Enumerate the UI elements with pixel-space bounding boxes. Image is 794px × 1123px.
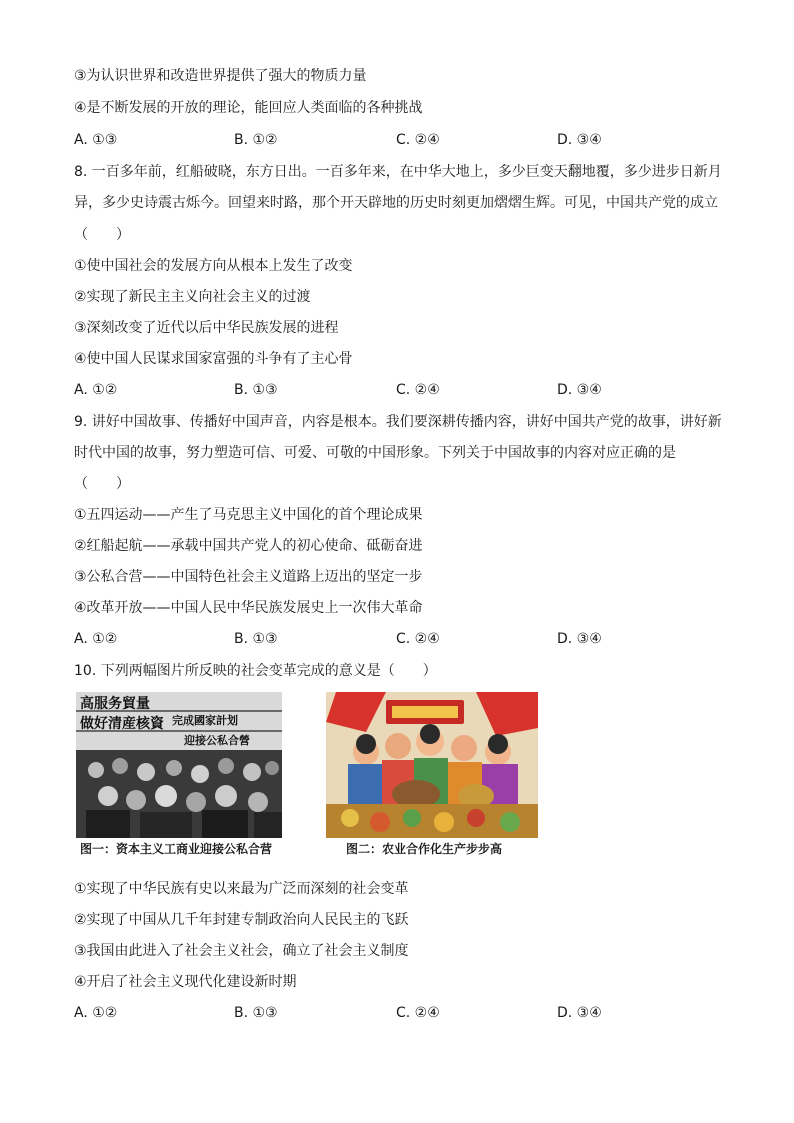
q8-answer-paren: （ ）	[74, 227, 130, 243]
q8-option-d[interactable]: D. ③④	[557, 382, 602, 398]
q7-options	[74, 131, 634, 149]
q8-option-b[interactable]: B. ①③	[234, 382, 278, 398]
q10-options	[74, 1004, 634, 1022]
q10-option-c[interactable]: C. ②④	[396, 1005, 440, 1021]
q10-statement-4: ④开启了社会主义现代化建设新时期	[74, 974, 297, 990]
q7-option-a[interactable]: A. ①③	[74, 132, 118, 148]
q8-stem-line-2: 异，多少史诗震古烁今。回望来时路，那个开天辟地的历史时刻更加熠熠生辉。可见，中国共产党的成立	[74, 195, 718, 211]
banner-text-2: 做好清産核資	[80, 716, 164, 732]
q9-option-c[interactable]: C. ②④	[396, 631, 440, 647]
q9-option-d[interactable]: D. ③④	[557, 631, 602, 647]
figure-1-illustration	[76, 692, 282, 838]
q9-option-b[interactable]: B. ①③	[234, 631, 278, 647]
q7-option-c[interactable]: C. ②④	[396, 132, 440, 148]
q9-answer-paren: （ ）	[74, 476, 130, 492]
figure-1-caption: 图一：资本主义工商业迎接公私合营	[80, 842, 273, 856]
q8-statement-2: ②实现了新民主主义向社会主义的过渡	[74, 289, 311, 305]
q7-statement-3: ③为认识世界和改造世界提供了强大的物质力量	[74, 68, 367, 84]
q8-statement-4: ④使中国人民谋求国家富强的斗争有了主心骨	[74, 351, 353, 367]
banner-text-1: 高服务貿量	[80, 696, 150, 712]
banner-text-3: 完成國家計划	[172, 714, 238, 727]
q10-option-d[interactable]: D. ③④	[557, 1005, 602, 1021]
q8-options	[74, 381, 634, 399]
q9-statement-2: ②红船起航——承载中国共产党人的初心使命、砥砺奋进	[74, 538, 423, 554]
figure-1-photo	[76, 692, 282, 838]
q9-option-a[interactable]: A. ①②	[74, 631, 118, 647]
figure-2-illustration	[326, 692, 538, 838]
figure-2-caption: 图二：农业合作化生产步步高	[346, 842, 503, 856]
q10-stem: 10. 下列两幅图片所反映的社会变革完成的意义是（ ）	[74, 663, 437, 679]
q10-option-b[interactable]: B. ①③	[234, 1005, 278, 1021]
q10-option-a[interactable]: A. ①②	[74, 1005, 118, 1021]
q10-statement-1: ①实现了中华民族有史以来最为广泛而深刻的社会变革	[74, 881, 409, 897]
figure-2-poster	[326, 692, 538, 838]
q9-options	[74, 630, 634, 648]
q9-statement-1: ①五四运动——产生了马克思主义中国化的首个理论成果	[74, 507, 423, 523]
banner-text-4: 迎接公私合營	[184, 734, 250, 747]
q8-option-c[interactable]: C. ②④	[396, 382, 440, 398]
q8-statement-3: ③深刻改变了近代以后中华民族发展的进程	[74, 320, 339, 336]
q9-statement-3: ③公私合营——中国特色社会主义道路上迈出的坚定一步	[74, 569, 423, 585]
q7-option-d[interactable]: D. ③④	[557, 132, 602, 148]
q10-statement-3: ③我国由此进入了社会主义社会，确立了社会主义制度	[74, 943, 409, 959]
q8-statement-1: ①使中国社会的发展方向从根本上发生了改变	[74, 258, 353, 274]
q9-stem-line-1: 9. 讲好中国故事、传播好中国声音，内容是根本。我们要深耕传播内容，讲好中国共产党的故事，讲好新	[74, 414, 722, 430]
q8-stem-line-1: 8. 一百多年前，红船破晓，东方日出。一百多年来，在中华大地上，多少巨变天翻地覆，多少进步日新月	[74, 164, 722, 180]
q10-statement-2: ②实现了中国从几千年封建专制政治向人民民主的飞跃	[74, 912, 409, 928]
q9-stem-line-2: 时代中国的故事，努力塑造可信、可爱、可敬的中国形象。下列关于中国故事的内容对应正确的是	[74, 445, 676, 461]
q7-option-b[interactable]: B. ①②	[234, 132, 278, 148]
q8-option-a[interactable]: A. ①②	[74, 382, 118, 398]
q9-statement-4: ④改革开放——中国人民中华民族发展史上一次伟大革命	[74, 600, 423, 616]
q7-statement-4: ④是不断发展的开放的理论，能回应人类面临的各种挑战	[74, 100, 423, 116]
